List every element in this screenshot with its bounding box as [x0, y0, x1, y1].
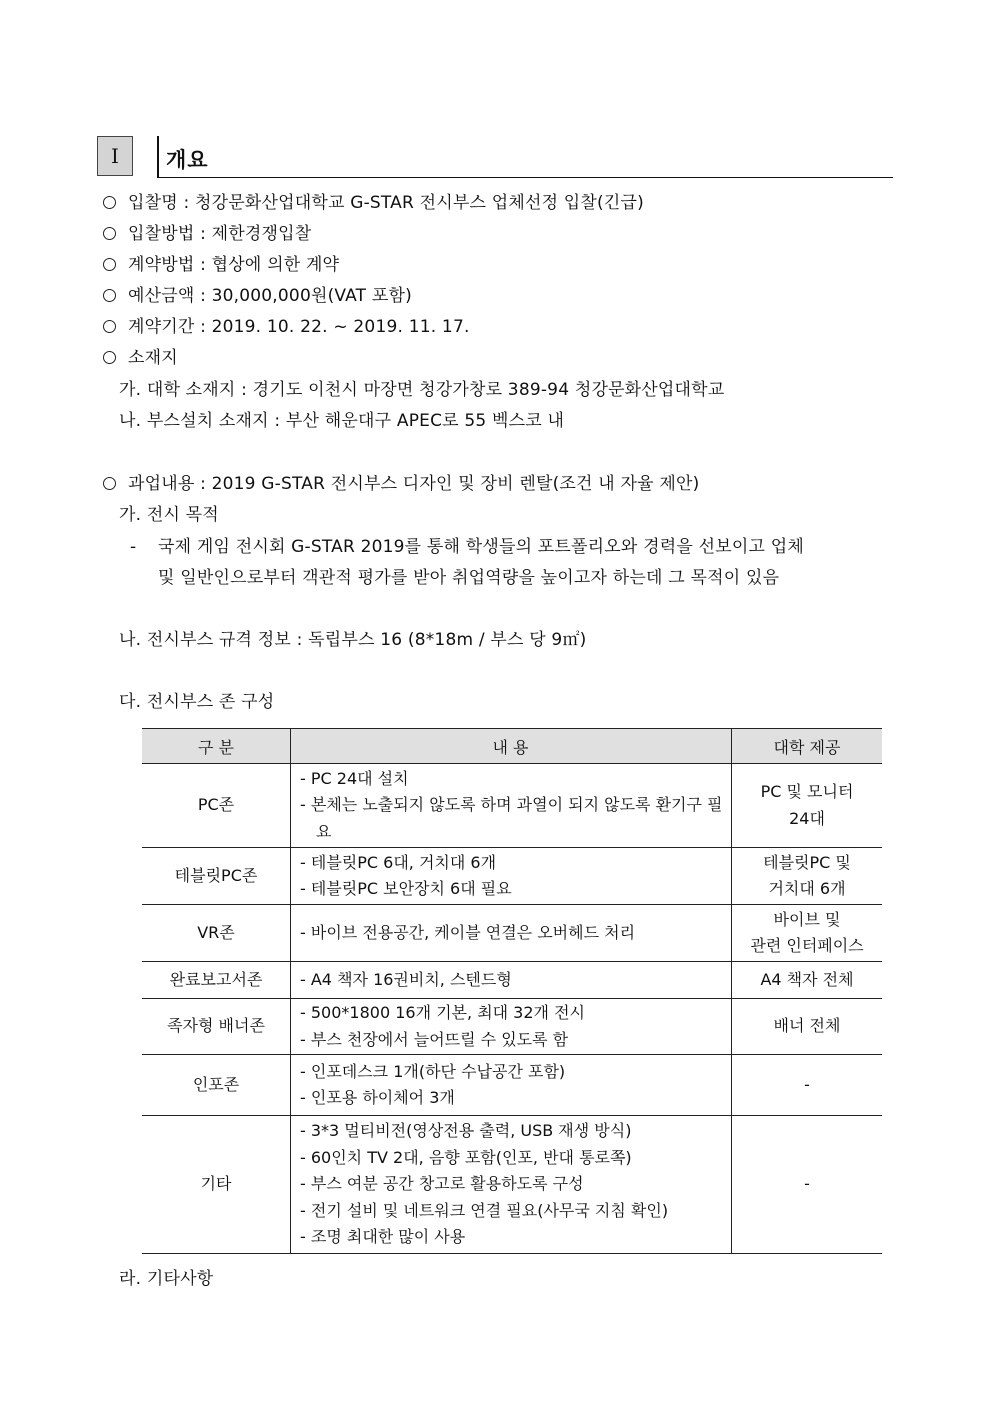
- header-provided: 대학 제공: [732, 729, 883, 764]
- bullet-budget: [103, 284, 412, 308]
- bullet-contract-method: [103, 253, 339, 277]
- table-row: [142, 1116, 882, 1254]
- circle-bullet-icon: [103, 258, 116, 271]
- header-category: 구 분: [142, 729, 291, 764]
- table-row: [142, 905, 882, 962]
- purpose-text-line1: 국제 게임 전시회 G-STAR 2019를 통해 학생들의 포트폴리오와 경력을 선보이고 업체: [158, 537, 804, 557]
- content-item: - 본체는 노출되지 않도록 하며 과열이 되지 않도록 환기구 필요: [300, 795, 723, 841]
- provided-line: PC 및 모니터: [760, 782, 854, 801]
- zone-name: 완료보고서존: [142, 962, 291, 999]
- provided-line: A4 책자 전체: [760, 969, 854, 989]
- other-heading: 라. 기타사항: [119, 1269, 214, 1289]
- table-row: [142, 848, 882, 905]
- zone-provided: [732, 962, 883, 999]
- circle-bullet-icon: [103, 351, 116, 364]
- provided-line: -: [804, 1174, 810, 1194]
- zone-content: [291, 999, 732, 1055]
- content-item: - PC 24대 설치: [300, 768, 409, 788]
- content-item: - 테블릿PC 6대, 거치대 6개: [300, 852, 497, 872]
- bullet-location: [103, 346, 178, 370]
- zone-content: [291, 848, 732, 905]
- section-divider: [157, 136, 159, 178]
- provided-line: 거치대 6개: [768, 879, 846, 898]
- circle-bullet-icon: [103, 477, 116, 490]
- zone-content: [291, 1116, 732, 1254]
- provided-line: -: [804, 1074, 810, 1094]
- content-item: - 부스 여분 공간 창고로 활용하도록 구성: [300, 1174, 584, 1194]
- table-header-row: [142, 729, 882, 764]
- zone-table: [142, 728, 882, 1254]
- provided-line: 배너 전체: [773, 1016, 841, 1036]
- zone-name: 인포존: [142, 1055, 291, 1116]
- zone-provided: [732, 905, 883, 962]
- content-item: - A4 책자 16권비치, 스텐드형: [300, 969, 512, 989]
- section-underline: [157, 177, 893, 178]
- bullet-text: 계약방법 : 협상에 의한 계약: [128, 255, 340, 275]
- table-row: [142, 999, 882, 1055]
- zone-content: [291, 962, 732, 999]
- bullet-text: 계약기간 : 2019. 10. 22. ~ 2019. 11. 17.: [128, 317, 470, 337]
- provided-line: 24대: [789, 808, 825, 828]
- table-row: [142, 962, 882, 999]
- section-title: 개요: [166, 148, 209, 172]
- provided-line: 바이브 및: [773, 909, 841, 929]
- zone-provided: [732, 999, 883, 1055]
- bullet-text: 예산금액 : 30,000,000원(VAT 포함): [128, 286, 412, 306]
- bullet-bid-name: [103, 191, 644, 215]
- content-item: - 3*3 멀티비전(영상전용 출력, USB 재생 방식): [300, 1121, 632, 1141]
- content-item: - 조명 최대한 많이 사용: [300, 1227, 466, 1247]
- content-item: - 바이브 전용공간, 케이블 연결은 오버헤드 처리: [300, 922, 636, 942]
- zone-name: 족자형 배너존: [142, 999, 291, 1055]
- zone-heading: 다. 전시부스 존 구성: [119, 692, 275, 712]
- content-item: - 인포데스크 1개(하단 수납공간 포함): [300, 1061, 566, 1081]
- zone-content: [291, 1055, 732, 1116]
- table-row: [142, 1055, 882, 1116]
- zone-provided: [732, 848, 883, 905]
- content-item: - 인포용 하이체어 3개: [300, 1088, 455, 1107]
- purpose-text-line2: 및 일반인으로부터 객관적 평가를 받아 취업역량을 높이고자 하는데 그 목적이 있음: [158, 568, 780, 588]
- zone-name: 테블릿PC존: [142, 848, 291, 905]
- booth-spec: 나. 전시부스 규격 정보 : 독립부스 16 (8*18m / 부스 당 9㎡): [119, 630, 587, 650]
- content-item: - 테블릿PC 보안장치 6대 필요: [300, 879, 512, 898]
- bullet-text: 과업내용 : 2019 G-STAR 전시부스 디자인 및 장비 렌탈(조건 내 자율 제안): [128, 474, 700, 494]
- zone-name: 기타: [142, 1116, 291, 1254]
- circle-bullet-icon: [103, 320, 116, 333]
- bullet-scope: [103, 472, 699, 496]
- content-item: - 500*1800 16개 기본, 최대 32개 전시: [300, 1003, 585, 1022]
- purpose-heading: 가. 전시 목적: [119, 505, 219, 525]
- content-item: - 전기 설비 및 네트워크 연결 필요(사무국 지침 확인): [300, 1200, 669, 1220]
- bullet-bid-method: [103, 222, 311, 246]
- circle-bullet-icon: [103, 289, 116, 302]
- provided-line: 관련 인터페이스: [750, 936, 864, 955]
- location-booth: 나. 부스설치 소재지 : 부산 해운대구 APEC로 55 벡스코 내: [119, 411, 565, 431]
- zone-name: PC존: [142, 764, 291, 848]
- bullet-contract-period: [103, 315, 470, 339]
- content-item: - 부스 천장에서 늘어뜨릴 수 있도록 함: [300, 1029, 569, 1049]
- table-row: [142, 764, 882, 848]
- zone-name: VR존: [142, 905, 291, 962]
- bullet-text: 입찰명 : 청강문화산업대학교 G-STAR 전시부스 업체선정 입찰(긴급): [128, 193, 644, 213]
- zone-content: [291, 764, 732, 848]
- circle-bullet-icon: [103, 196, 116, 209]
- bullet-text: 소재지: [128, 348, 178, 368]
- header-content: 내 용: [291, 729, 732, 764]
- bullet-text: 입찰방법 : 제한경쟁입찰: [128, 224, 312, 244]
- provided-line: 테블릿PC 및: [763, 852, 851, 872]
- purpose-dash: -: [130, 537, 137, 557]
- content-item: - 60인치 TV 2대, 음향 포함(인포, 반대 통로쪽): [300, 1147, 632, 1167]
- circle-bullet-icon: [103, 227, 116, 240]
- zone-provided: [732, 764, 883, 848]
- zone-content: [291, 905, 732, 962]
- section-number: Ⅰ: [97, 136, 133, 176]
- zone-provided: [732, 1055, 883, 1116]
- location-university: 가. 대학 소재지 : 경기도 이천시 마장면 청강가창로 389-94 청강문화산업대학교: [119, 380, 725, 400]
- zone-provided: [732, 1116, 883, 1254]
